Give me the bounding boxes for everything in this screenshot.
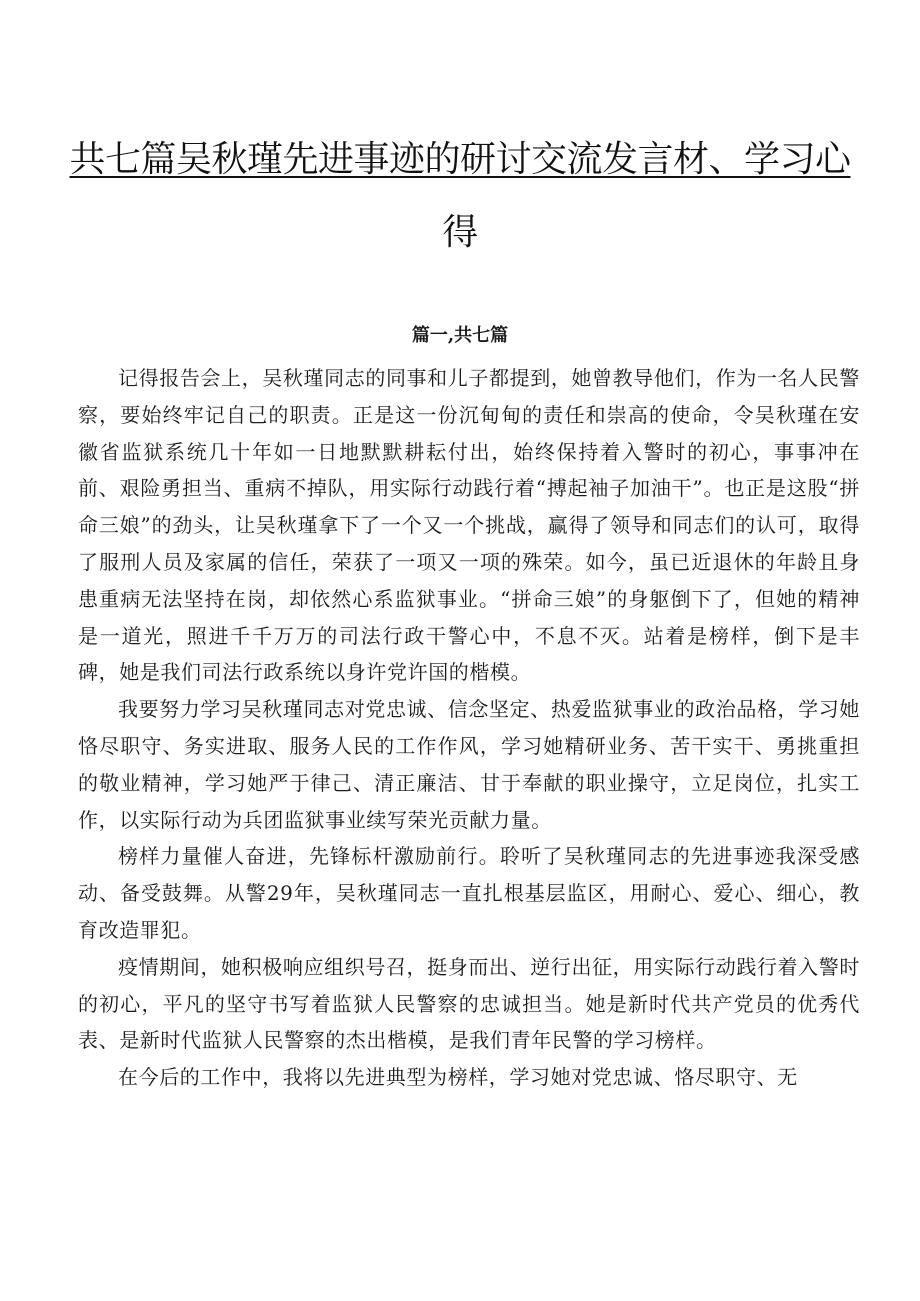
- document-title-text-1: 共七篇吴秋瑾先进事迹的研讨交流发言材、学习心: [69, 139, 851, 180]
- section-heading: 篇一,共七篇: [411, 325, 509, 346]
- document-body: [78, 360, 860, 1096]
- document-title-line-2: 得: [442, 212, 478, 253]
- paragraph-4: 疫情期间，她积极响应组织号召，挺身而出、逆行出征，用实际行动践行着入警时的初心，平凡的坚守书写着监狱人民警察的忠诚担当。她是新时代共产党员的优秀代表、是新时代监狱人民警察的杰出楷模，是我们青年民警的学习榜样。: [78, 954, 860, 1053]
- paragraph-2: 我要努力学习吴秋瑾同志对党忠诚、信念坚定、热爱监狱事业的政治品格，学习她恪尽职守、务实进取、服务人民的工作作风，学习她精研业务、苦干实干、勇挑重担的敬业精神，学习她严于律己、清正廉洁、甘于奉献的职业操守，立足岗位，扎实工作，以实际行动为兵团监狱事业续写荣光贡献力量。: [78, 697, 860, 832]
- document-title-line-1: [60, 140, 860, 180]
- paragraph-3: 榜样力量催人奋进，先锋标杆激励前行。聆听了吴秋瑾同志的先进事迹我深受感动、备受鼓舞。从警29年，吴秋瑾同志一直扎根基层监区，用耐心、爱心、细心，教育改造罪犯。: [78, 844, 860, 942]
- paragraph-5: 在今后的工作中，我将以先进典型为榜样，学习她对党忠诚、恪尽职守、无: [118, 1065, 798, 1090]
- paragraph-1: 记得报告会上，吴秋瑾同志的同事和儿子都提到，她曾教导他们，作为一名人民警察，要始终牢记自己的职责。正是这一份沉甸甸的责任和崇高的使命，令吴秋瑾在安徽省监狱系统几十年如一日地默默耕耘付出，始终保持着入警时的初心，事事冲在前、艰险勇担当、重病不掉队，用实际行动践行着“搏起袖子加油干”。也正是这股“拼命三娘”的劲头，让吴秋瑾拿下了一个又一个挑战，赢得了领导和同志们的认可，取得了服刑人员及家属的信任，荣获了一项又一项的殊荣。如今，虽已近退休的年龄且身患重病无法坚持在岗，却依然心系监狱事业。“拼命三娘”的身躯倒下了，但她的精神是一道光，照进千千万万的司法行政干警心中，不息不灭。站着是榜样，倒下是丰碑，她是我们司法行政系统以身许党许国的楷模。: [78, 366, 860, 685]
